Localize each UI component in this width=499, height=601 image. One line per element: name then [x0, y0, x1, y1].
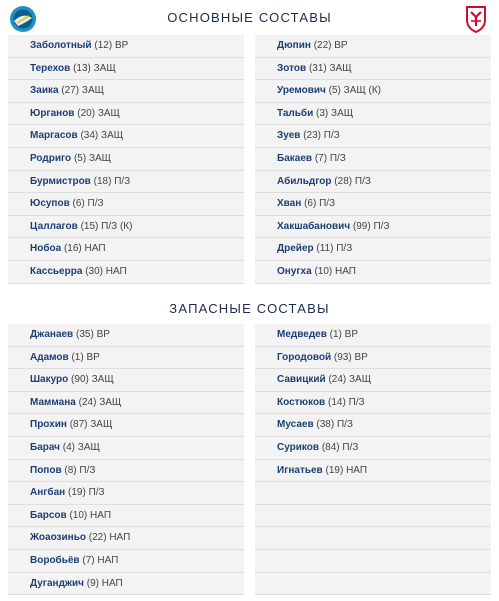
player-row[interactable]	[255, 261, 491, 284]
player-name[interactable]: Хакшабанович	[277, 220, 351, 232]
player-position: ЗАЩ	[81, 85, 104, 97]
player-number: (3)	[316, 107, 329, 119]
player-row[interactable]	[255, 193, 491, 216]
player-number: (19)	[68, 487, 86, 499]
player-number: (28)	[334, 175, 353, 187]
player-name[interactable]: Тальби	[277, 107, 314, 119]
player-position: ВР	[96, 329, 110, 340]
player-name[interactable]: Барач	[30, 441, 60, 453]
player-position: НАП	[346, 464, 368, 476]
player-name[interactable]: Ангбан	[30, 487, 66, 499]
starting-lineups-title: ОСНОВНЫЕ СОСТАВЫ	[167, 10, 332, 25]
player-name[interactable]: Шакуро	[30, 374, 69, 386]
player-name[interactable]: Нобоа	[30, 243, 62, 255]
player-position: П/З	[329, 152, 346, 164]
player-row[interactable]	[8, 437, 244, 460]
player-position: ЗАЩ	[77, 441, 100, 453]
player-name[interactable]: Терехов	[30, 62, 71, 74]
away-substitutes-list	[255, 324, 491, 595]
player-row[interactable]	[255, 35, 491, 58]
player-number: (84)	[321, 441, 340, 453]
player-row[interactable]	[8, 324, 244, 347]
player-name[interactable]: Уремович	[277, 85, 326, 97]
player-name[interactable]: Костюков	[277, 396, 326, 408]
player-name[interactable]: Жоаозиньо	[30, 532, 86, 544]
player-name[interactable]: Хван	[277, 198, 302, 210]
player-position: НАП	[97, 554, 119, 566]
player-name[interactable]: Юсупов	[30, 198, 70, 210]
player-position: П/З	[348, 396, 365, 408]
player-name[interactable]: Онугха	[277, 265, 312, 277]
player-number: (7)	[314, 152, 328, 164]
player-position: П/З	[88, 487, 105, 499]
player-name[interactable]: Цаллагов	[30, 220, 78, 232]
player-position: ЗАЩ	[97, 107, 120, 119]
player-name[interactable]: Савицкий	[277, 374, 326, 386]
player-position: П/З	[354, 175, 371, 187]
player-name[interactable]: Зуев	[277, 130, 301, 142]
player-name[interactable]: Абильдгор	[277, 175, 332, 187]
player-row[interactable]	[255, 103, 491, 126]
player-number: (23)	[303, 130, 321, 142]
player-number: (24)	[78, 396, 97, 408]
player-row[interactable]	[255, 437, 491, 460]
player-name[interactable]: Попов	[30, 464, 62, 476]
player-row[interactable]	[8, 238, 244, 261]
player-number: (22)	[313, 40, 332, 51]
player-position: НАП	[90, 509, 112, 521]
player-number: (12)	[94, 40, 113, 51]
player-row[interactable]	[8, 482, 244, 505]
player-number: (38)	[316, 419, 335, 431]
player-number: (30)	[85, 265, 103, 277]
player-name[interactable]: Мусаев	[277, 419, 314, 431]
player-row[interactable]	[8, 103, 244, 126]
empty-row	[255, 527, 491, 550]
player-position: ЗАЩ	[91, 374, 114, 386]
empty-row	[255, 505, 491, 528]
player-number: (99)	[352, 220, 371, 232]
player-number: (6)	[304, 198, 317, 210]
player-number: (7)	[82, 554, 95, 566]
player-row[interactable]	[8, 392, 244, 415]
player-position: ЗАЩ	[331, 107, 354, 119]
player-name[interactable]: Заика	[30, 85, 59, 97]
player-number: (19)	[325, 464, 344, 476]
player-number: (31)	[308, 62, 327, 74]
player-row[interactable]	[255, 347, 491, 370]
player-position: П/З	[373, 220, 390, 232]
player-name[interactable]: Суриков	[277, 441, 320, 453]
player-number: (5)	[73, 152, 87, 164]
player-number: (35)	[76, 329, 94, 340]
player-row[interactable]	[255, 171, 491, 194]
empty-row	[255, 550, 491, 573]
player-number: (34)	[80, 130, 99, 142]
player-name[interactable]: Дрейер	[277, 243, 314, 255]
player-name[interactable]: Городовой	[277, 351, 332, 363]
player-position: П/З	[336, 243, 353, 255]
player-number: (18)	[93, 175, 112, 187]
player-number: (27)	[61, 85, 80, 97]
player-name[interactable]: Зотов	[277, 62, 307, 74]
player-number: (10)	[69, 509, 88, 521]
player-position: НАП	[105, 265, 127, 277]
player-position: ЗАЩ	[99, 396, 122, 408]
player-name[interactable]: Бакаев	[277, 152, 313, 164]
player-row[interactable]	[8, 35, 244, 58]
player-name[interactable]: Джанаев	[30, 329, 74, 340]
player-position: ЗАЩ (К)	[343, 85, 382, 97]
player-number: (14)	[328, 396, 346, 408]
player-name[interactable]: Бурмистров	[30, 175, 91, 187]
player-row[interactable]	[255, 369, 491, 392]
player-position: П/З	[114, 175, 131, 187]
player-row[interactable]	[255, 460, 491, 483]
player-number: (22)	[88, 532, 107, 544]
away-starting-list	[255, 35, 491, 284]
player-row[interactable]	[255, 414, 491, 437]
empty-row	[255, 482, 491, 505]
player-row[interactable]	[255, 80, 491, 103]
player-position: НАП	[335, 265, 356, 277]
player-name[interactable]: Кассьерра	[30, 265, 83, 277]
substitutes-title: ЗАПАСНЫЕ СОСТАВЫ	[169, 301, 330, 316]
player-position: ВР	[354, 351, 368, 363]
player-position: НАП	[101, 577, 123, 589]
player-number: (20)	[77, 107, 96, 119]
player-position: П/З	[336, 419, 353, 431]
player-number: (13)	[73, 62, 91, 74]
player-number: (93)	[333, 351, 352, 363]
player-row[interactable]	[8, 550, 244, 573]
player-row[interactable]	[8, 347, 244, 370]
player-number: (1)	[71, 351, 84, 363]
player-position: П/З (К)	[101, 220, 133, 232]
player-name[interactable]: Дуганджич	[30, 577, 84, 589]
player-row[interactable]	[255, 58, 491, 81]
player-number: (6)	[72, 198, 85, 210]
player-number: (1)	[329, 329, 342, 340]
player-number: (16)	[63, 243, 82, 255]
player-name[interactable]: Родриго	[30, 152, 72, 164]
player-position: ВР	[86, 351, 100, 363]
player-row[interactable]	[8, 80, 244, 103]
player-position: ВР	[344, 329, 359, 340]
player-row[interactable]	[8, 527, 244, 550]
player-number: (9)	[86, 577, 99, 589]
player-row[interactable]	[8, 171, 244, 194]
player-row[interactable]	[8, 148, 244, 171]
player-position: НАП	[109, 532, 131, 544]
player-number: (10)	[314, 265, 333, 277]
player-number: (8)	[64, 464, 77, 476]
player-position: НАП	[84, 243, 106, 255]
player-row[interactable]	[255, 148, 491, 171]
player-position: ЗАЩ	[349, 374, 372, 386]
player-name[interactable]: Игнатьев	[277, 464, 323, 476]
player-name[interactable]: Адамов	[30, 351, 69, 363]
player-name[interactable]: Юрганов	[30, 107, 75, 119]
player-name[interactable]: Барсов	[30, 509, 67, 521]
player-row[interactable]	[255, 238, 491, 261]
player-row[interactable]	[8, 460, 244, 483]
player-position: ЗАЩ	[90, 419, 113, 431]
player-name[interactable]: Воробьёв	[30, 554, 80, 566]
player-row[interactable]	[255, 392, 491, 415]
player-name[interactable]: Маргасов	[30, 130, 78, 142]
player-name[interactable]: Прохин	[30, 419, 67, 431]
player-position: П/З	[87, 198, 104, 210]
player-name[interactable]: Заболотный	[30, 40, 92, 51]
player-position: ЗАЩ	[329, 62, 352, 74]
player-position: ЗАЩ	[101, 130, 124, 142]
player-name[interactable]: Медведев	[277, 329, 327, 340]
player-number: (15)	[80, 220, 99, 232]
player-name[interactable]: Маммана	[30, 396, 76, 408]
empty-row	[255, 573, 491, 596]
player-row[interactable]	[255, 125, 491, 148]
player-position: ВР	[334, 40, 348, 51]
player-number: (87)	[69, 419, 88, 431]
player-row[interactable]	[255, 324, 491, 347]
player-row[interactable]	[8, 573, 244, 596]
player-number: (5)	[328, 85, 341, 97]
player-row[interactable]	[255, 216, 491, 239]
player-row[interactable]	[8, 369, 244, 392]
player-position: ЗАЩ	[93, 62, 116, 74]
player-row[interactable]	[8, 193, 244, 216]
player-row[interactable]	[8, 125, 244, 148]
player-number: (24)	[328, 374, 347, 386]
player-position: П/З	[79, 464, 96, 476]
player-number: (11)	[316, 243, 334, 255]
player-position: П/З	[319, 198, 336, 210]
player-row[interactable]	[8, 216, 244, 239]
player-number: (4)	[62, 441, 75, 453]
player-position: ВР	[114, 40, 129, 51]
player-row[interactable]	[8, 505, 244, 528]
player-position: ЗАЩ	[88, 152, 112, 164]
player-name[interactable]: Дюпин	[277, 40, 311, 51]
player-number: (90)	[71, 374, 89, 386]
player-position: П/З	[323, 130, 340, 142]
player-row[interactable]	[8, 58, 244, 81]
home-substitutes-list	[8, 324, 244, 595]
player-row[interactable]	[8, 261, 244, 284]
player-position: П/З	[342, 441, 359, 453]
player-row[interactable]	[8, 414, 244, 437]
home-starting-list	[8, 35, 244, 284]
